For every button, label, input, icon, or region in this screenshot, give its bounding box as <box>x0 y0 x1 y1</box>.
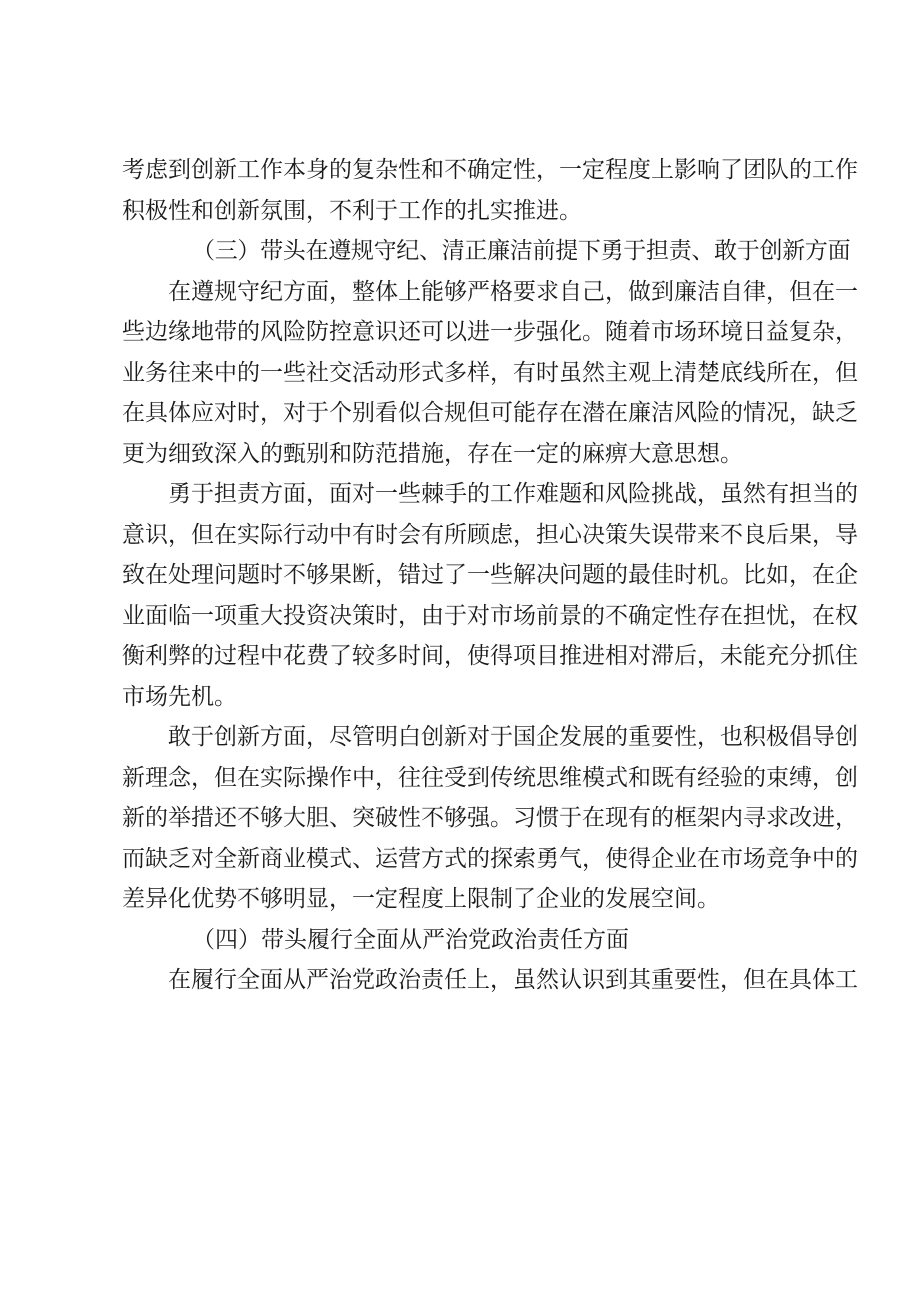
paragraph-compliance <box>122 272 858 475</box>
section-heading-3 <box>122 231 851 272</box>
text-line: 业务往来中的一些社交活动形式多样，有时虽然主观上清楚底线所在，但 <box>122 359 858 386</box>
text-line: 勇于担责方面，面对一些棘手的工作难题和风险挑战，虽然有担当的 <box>168 481 858 507</box>
paragraph-innovation <box>122 717 858 920</box>
document-body <box>122 150 858 1001</box>
paragraph-responsibility <box>122 474 858 717</box>
text-line: 在具体应对时，对于个别看似合规但可能存在潜在廉洁风险的情况，缺乏 <box>122 400 858 426</box>
text-line: 新的举措还不够大胆、突破性不够强。习惯于在现有的框架内寻求改进， <box>122 805 858 831</box>
text-line: 差异化优势不够明显，一定程度上限制了企业的发展空间。 <box>122 886 720 912</box>
heading-line: （三）带头在遵规守纪、清正廉洁前提下勇于担责、敢于创新方面 <box>192 238 851 264</box>
section-heading-4 <box>122 920 812 961</box>
heading-line: （四）带头履行全面从严治党政治责任方面 <box>192 926 629 953</box>
text-line: 衡利弊的过程中花费了较多时间，使得项目推进相对滞后，未能充分抓住 <box>122 643 858 669</box>
text-line: 市场先机。 <box>122 683 237 710</box>
text-line: 在遵规守纪方面，整体上能够严格要求自己，做到廉洁自律，但在一 <box>168 278 858 305</box>
paragraph-party-governance <box>122 960 858 1001</box>
text-line: 敢于创新方面，尽管明白创新对于国企发展的重要性，也积极倡导创 <box>168 724 858 750</box>
text-line: 而缺乏对全新商业模式、运营方式的探索勇气，使得企业在市场竞争中的 <box>122 845 858 872</box>
paragraph-continued <box>122 150 858 231</box>
text-line: 意识，但在实际行动中有时会有所顾虑，担心决策失误带来不良后果，导 <box>122 521 858 548</box>
text-line: 新理念，但在实际操作中，往往受到传统思维模式和既有经验的束缚，创 <box>122 764 858 791</box>
text-line: 业面临一项重大投资决策时，由于对市场前景的不确定性存在担忧，在权 <box>122 602 858 629</box>
text-line: 积极性和创新氛围，不利于工作的扎实推进。 <box>122 197 582 224</box>
text-line: 些边缘地带的风险防控意识还可以进一步强化。随着市场环境日益复杂， <box>122 319 858 345</box>
text-line: 考虑到创新工作本身的复杂性和不确定性，一定程度上影响了团队的工作 <box>122 157 858 183</box>
text-line: 更为细致深入的甄别和防范措施，存在一定的麻痹大意思想。 <box>122 440 743 467</box>
text-line: 致在处理问题时不够果断，错过了一些解决问题的最佳时机。比如，在企 <box>122 562 858 588</box>
text-line: 在履行全面从严治党政治责任上，虽然认识到其重要性，但在具体工 <box>168 967 858 993</box>
